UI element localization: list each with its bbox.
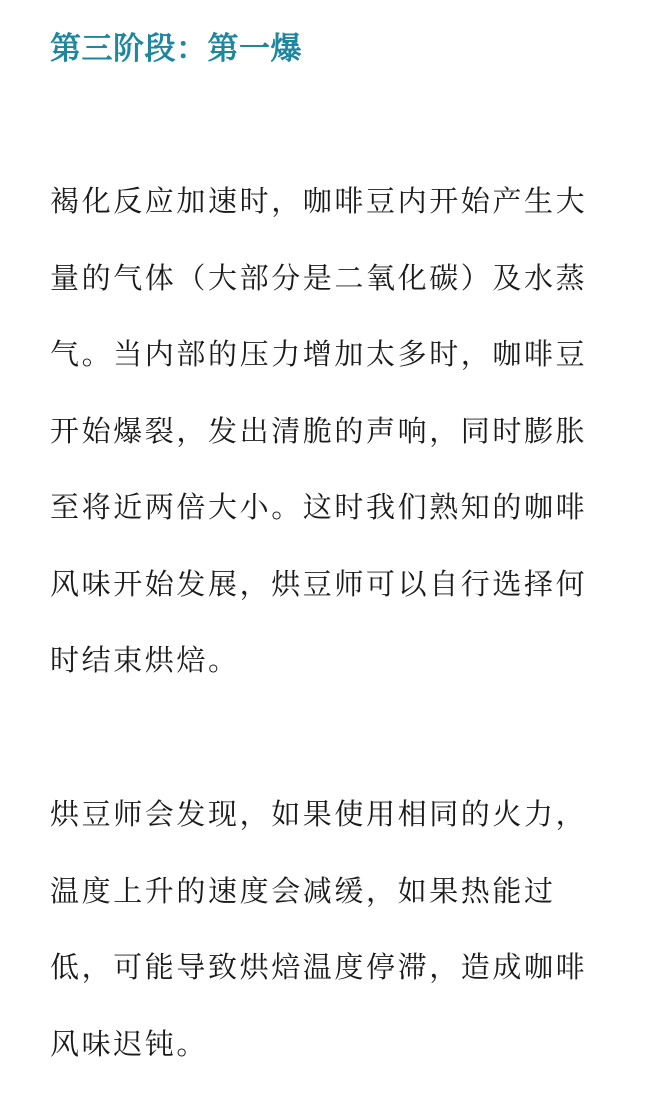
paragraph-line: 时结束烘焙。 [50,635,640,712]
paragraph-line: 烘豆师会发现，如果使用相同的火力， [50,789,640,866]
paragraph-line: 气。当内部的压力增加太多时，咖啡豆 [50,329,640,406]
paragraph-line: 低，可能导致烘焙温度停滞，造成咖啡 [50,942,640,1019]
paragraph-heat-stall [50,789,640,1095]
paragraph-line: 风味迟钝。 [50,1019,640,1095]
paragraph-line: 至将近两倍大小。这时我们熟知的咖啡 [50,482,640,559]
paragraph-line: 褐化反应加速时，咖啡豆内开始产生大 [50,176,640,253]
paragraph-line: 温度上升的速度会减缓，如果热能过 [50,866,640,943]
section-heading: 第三阶段：第一爆 [50,26,302,72]
paragraph-line: 量的气体（大部分是二氧化碳）及水蒸 [50,253,640,330]
paragraph-line: 开始爆裂，发出清脆的声响，同时膨胀 [50,406,640,483]
paragraph-first-crack [50,176,640,712]
paragraph-line: 风味开始发展，烘豆师可以自行选择何 [50,559,640,636]
